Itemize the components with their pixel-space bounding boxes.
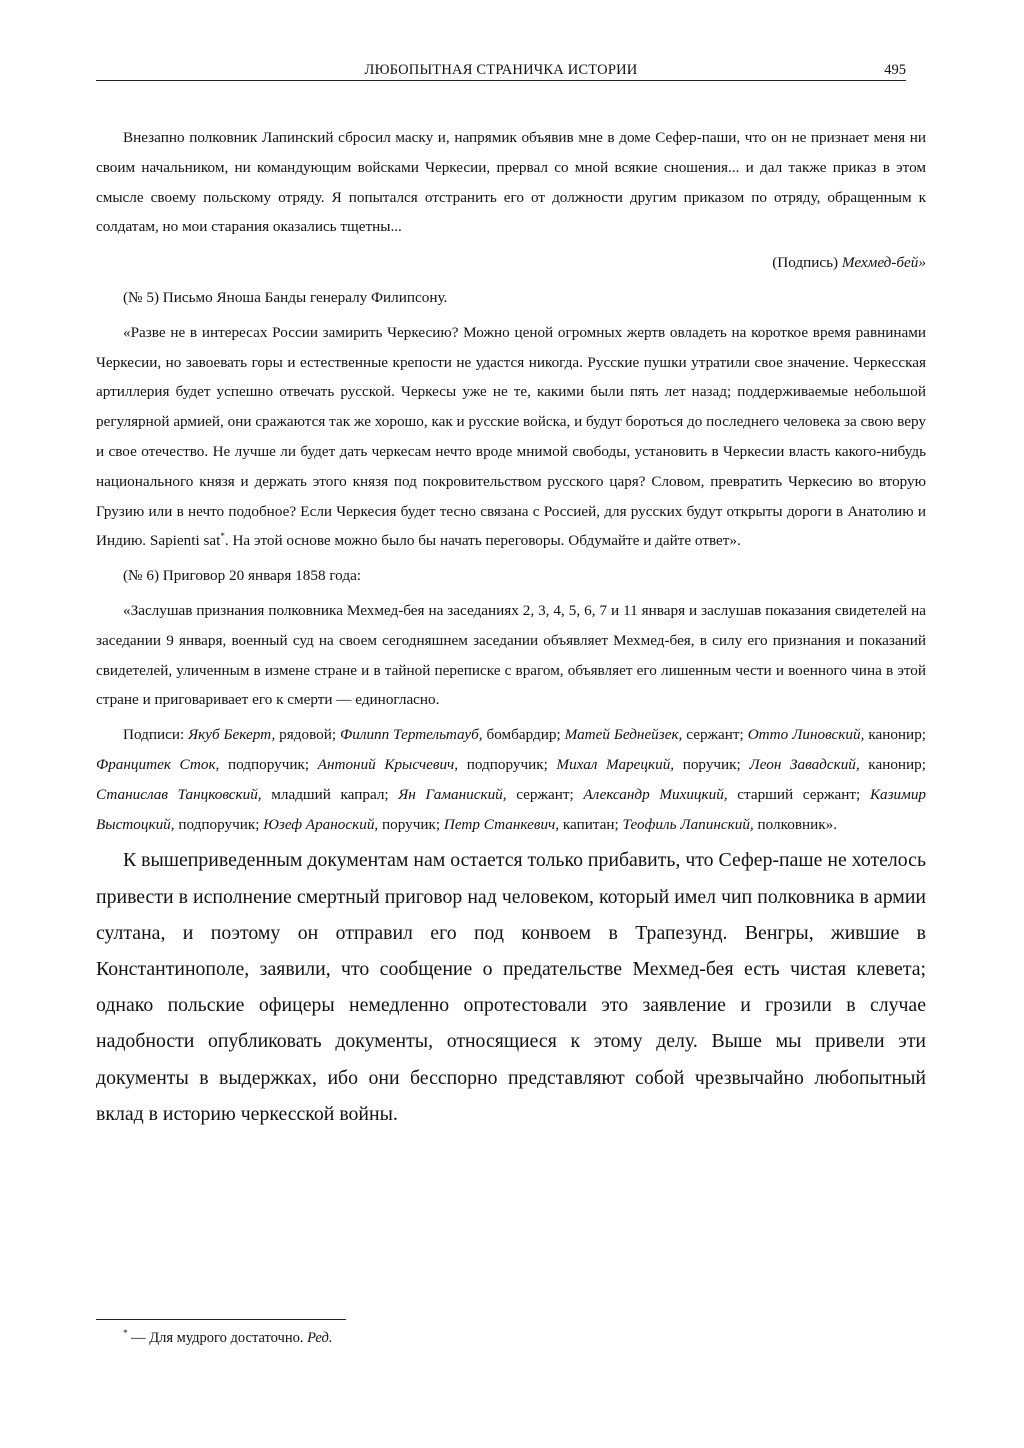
running-header [96,60,906,81]
footnote-reference-mark: * [220,531,225,542]
signatory-rank: канонир; [864,726,927,744]
signatory-name: Отто Линовский, [747,726,865,744]
signatory-rank: рядовой; [275,726,341,744]
signatory-name: Александр Михицкий, [583,785,728,803]
signatory-rank: поручик; [674,755,750,773]
signatory-rank: поручик; [378,815,444,833]
signatory-rank: сержант; [682,726,748,744]
footnote-divider [96,1319,346,1320]
signatory-name: Казимир Выстоцкий, [96,785,927,833]
paragraph-letter-excerpt: Внезапно полковник Лапинский сбросил маску и, напрямик объявив мне в доме Сефер-паши, что он не признает меня ни своим начальником, ни командующим войсками Черкесии, прервал со мной всякие сношения... и дал также приказ в этом смысле своему польскому отряду. Я попытался отстранить его от должности другим приказом по отряду, обращенным к солдатам, но мои старания оказались тщетны... [96,129,926,236]
signatory-name: Петр Станкевич, [443,815,560,833]
signatory-name: Теофиль Лапинский, [622,815,754,833]
footnote [96,1327,896,1349]
doc5-heading: (№ 5) Письмо Яноша Банды генералу Филипсону. [123,288,448,306]
signatory-rank: подпоручик; [174,815,264,833]
signatory-name: Ян Гаманиский, [398,785,507,803]
footnote-mark: * [123,1328,128,1338]
signatory-name: Станислав Танцковский, [96,785,262,803]
signatory-rank: младший капрал; [261,785,399,803]
signatory-name: Матей Беднейзек, [564,726,683,744]
signatory-name: Леон Завадский, [749,755,860,773]
signature-label: (Подпись) [772,254,842,272]
signatory-rank: подпоручик; [219,755,318,773]
signatory-rank: полковник». [753,815,838,833]
signatory-rank: канонир; [859,755,926,773]
doc6-verdict-text: «Заслушав признания полковника Мехмед-бея на заседаниях 2, 3, 4, 5, 6, 7 и 11 января и заслушав показания свидетелей на заседании 9 января, военный суд на своем сегодняшнем заседании объявляет Мехмед-бея, в силу его признания и показаний свидетелей, уличенным в измене стране и в тайной переписке с врагом, объявляет его лишенным чести и военного чина в этой стране и приговаривает его к смерти — единогласно. [96,601,926,709]
signatory-name: Якуб Бекерт, [188,726,276,744]
signatory-name: Филипп Тертельтауб, [340,726,483,744]
signatory-rank: старший сержант; [727,785,870,803]
paragraph-conclusion: К вышеприведенным документам нам остается только прибавить, что Сефер-паше не хотелось привести в исполнение смертный приговор над человеком, который имел чип полковника в армии султана, и поэтому он отправил его под конвоем в Трапезунд. Венгры, жившие в Константинополе, заявили, что сообщение о предательстве Мехмед-бея есть чистая клевета; однако польские офицеры немедленно опротестовали это заявление и грозили в случае надобности опубликовать документы, относящиеся к этому делу. Выше мы привели эти документы в выдержках, ибо они бесспорно представляют собой чрезвычайно любопытный вклад в историю черкесской войны. [96,849,926,1125]
signatory-rank: капитан; [559,815,623,833]
footnote-text: — Для мудрого достаточно. [127,1330,308,1346]
page-body [96,123,926,1132]
signature-mehmed-bey [96,248,926,278]
doc5-text-part-b: . На этой основе можно было бы начать переговоры. Обдумайте и дайте ответ». [224,532,741,550]
signatory-name: Юзеф Араноский, [263,815,379,833]
signatures-people [96,726,926,832]
signatures-intro: Подписи: [123,726,189,744]
signatures-list [96,720,926,839]
running-title: ЛЮБОПЫТНАЯ СТРАНИЧКА ИСТОРИИ [364,62,638,78]
page-number: 495 [884,62,906,78]
signature-name: Мехмед-бей» [841,254,926,272]
signatory-rank: бомбардир; [482,726,565,744]
doc6-heading: (№ 6) Приговор 20 января 1858 года: [123,567,362,585]
signatory-name: Антоний Крысчевич, [317,755,459,773]
footnote-editor: Ред. [307,1330,333,1346]
signatory-rank: подпоручик; [458,755,557,773]
signatory-name: Михал Марецкий, [556,755,675,773]
signatory-rank: сержант; [506,785,584,803]
signatory-name: Францитек Сток, [96,755,220,773]
doc5-letter-text [96,318,926,556]
doc5-text-part-a: «Разве не в интересах России замирить Черкесию? Можно ценой огромных жертв овладеть на короткое время равнинами Черкесии, но завоевать горы и естественные крепости не удастся никогда. Русские пушки утратили свое значение. Черкесская артиллерия будет успешно отвечать русской. Черкесы уже не те, какими были пять лет назад; поддерживаемые небольшой регулярной армией, они сражаются так же хорошо, как и русские войска, и будут бороться до последнего человека за свою веру и свое отечество. Не лучше ли будет дать черкесам нечто вроде мнимой свободы, установить в Черкесии власть какого-нибудь национального князя и держать этого князя под покровительством русского царя? Словом, превратить Черкесию во вторую Грузию или в нечто подобное? Если Черкесия будет тесно связана с Россией, для русских будут открыты дороги в Анатолию и Индию. Sapienti sat [96,323,926,550]
